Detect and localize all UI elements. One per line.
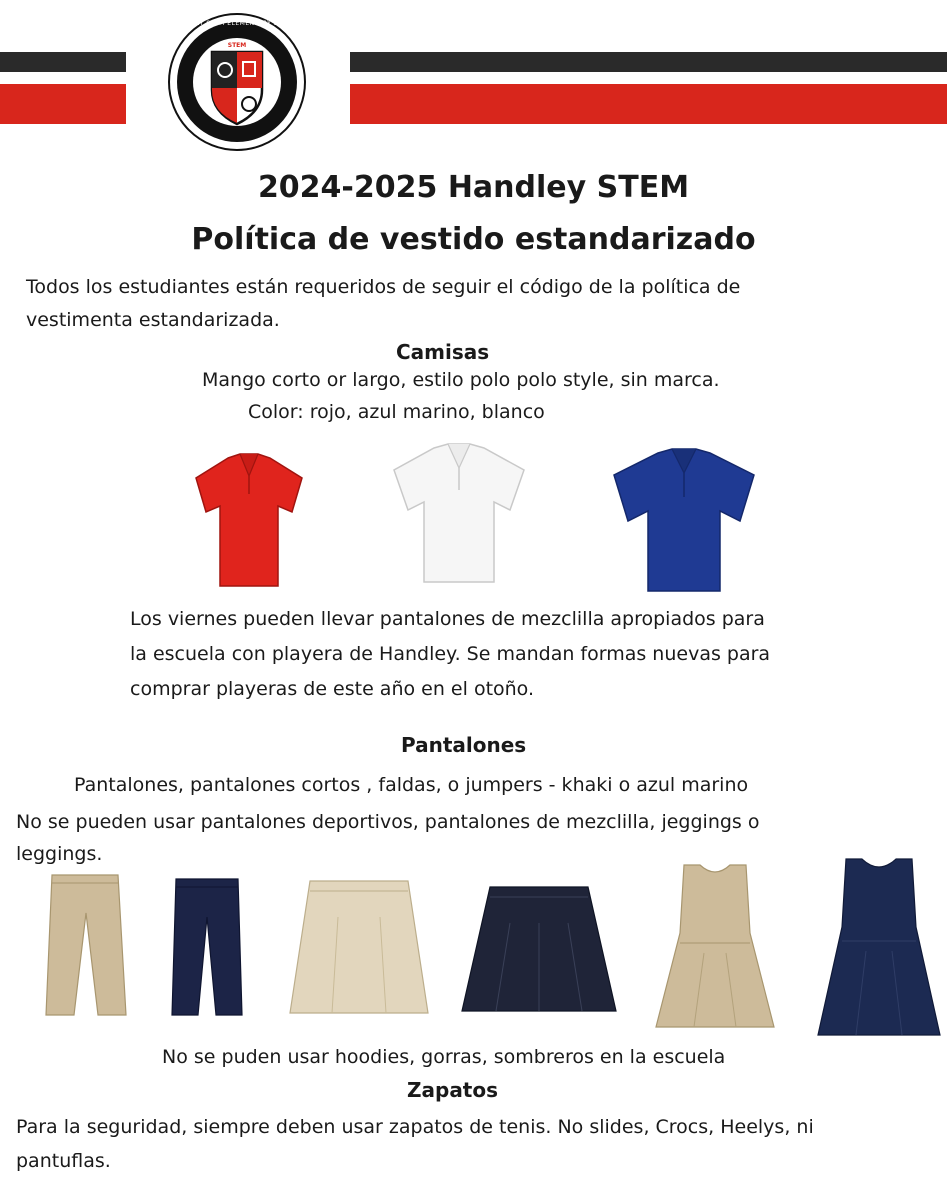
friday-line1: Los viernes pueden llevar pantalones de mezclilla apropiados para [130, 608, 765, 630]
friday-line2: la escuela con playera de Handley. Se mandan formas nuevas para [130, 643, 771, 665]
header-stripe-dark-right [350, 52, 947, 72]
header-stripe-red-right [350, 84, 947, 124]
camisas-line2: Color: rojo, azul marino, blanco [248, 401, 545, 423]
navy-pants-icon [170, 877, 244, 1019]
page-title-line2: Política de vestido estandarizado [191, 222, 756, 257]
school-crest-icon [167, 12, 307, 152]
pantalones-line2: No se pueden usar pantalones deportivos, pantalones de mezclilla, jeggings o [16, 811, 760, 833]
zapatos-line2: pantuflas. [16, 1150, 111, 1172]
white-polo-icon [386, 440, 531, 585]
page-title-line1: 2024-2025 Handley STEM [257, 170, 690, 205]
logo-ring-text: HANDLEY STEM ELEMENTARY SCHOOL [171, 20, 303, 27]
red-polo-icon [190, 450, 308, 590]
navy-jumper-icon [816, 857, 942, 1039]
camisas-heading: Camisas [396, 340, 490, 364]
navy-skirt-icon [460, 883, 618, 1015]
bottoms-row [0, 855, 947, 1045]
shirt-row [0, 440, 947, 600]
khaki-pants-icon [42, 873, 128, 1019]
pantalones-line3: leggings. [16, 843, 103, 865]
header-stripe-red-left [0, 84, 126, 124]
khaki-skirt-icon [288, 877, 430, 1017]
intro-line1: Todos los estudiantes están requeridos de seguir el código de la política de [26, 276, 741, 298]
friday-line3: comprar playeras de este año en el otoño. [130, 678, 535, 700]
navy-polo-icon [608, 445, 760, 593]
header-stripe-dark-left [0, 52, 126, 72]
pantalones-line1: Pantalones, pantalones cortos , faldas, o jumpers - khaki o azul marino [74, 774, 749, 796]
logo-inner-text: STEM [227, 42, 247, 49]
camisas-line1: Mango corto or largo, estilo polo polo style, sin marca. [202, 369, 720, 391]
zapatos-line1: Para la seguridad, siempre deben usar zapatos de tenis. No slides, Crocs, Heelys, ni [16, 1116, 814, 1138]
intro-line2: vestimenta estandarizada. [26, 309, 280, 331]
khaki-jumper-icon [654, 863, 776, 1031]
hoodies-line: No se puden usar hoodies, gorras, sombreros en la escuela [162, 1046, 726, 1068]
pantalones-heading: Pantalones [401, 733, 527, 757]
school-logo [167, 12, 307, 152]
zapatos-heading: Zapatos [407, 1078, 499, 1102]
